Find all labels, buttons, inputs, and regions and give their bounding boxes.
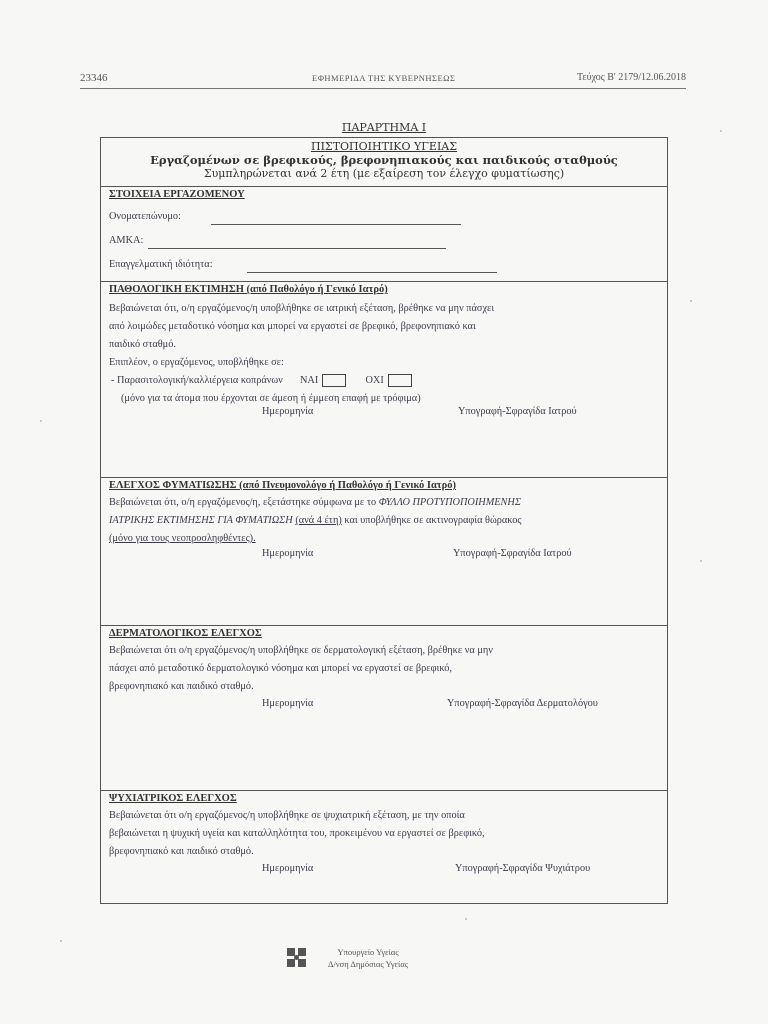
tuberculosis-text [109, 494, 659, 548]
tuberculosis-section [101, 477, 667, 626]
pathology-line: από λοιμώδες μεταδοτικό νόσημα και μπορεί να εργαστεί σε βρεφικό, βρεφονηπιακό και [109, 321, 476, 332]
dermatology-section [101, 625, 667, 791]
tuberculosis-section-title: ΕΛΕΓΧΟΣ ΦΥΜΑΤΙΩΣΗΣ (από Πνευμονολόγο ή Παθολόγο ή Γενικό Ιατρό) [109, 480, 457, 491]
certificate-subtitle: Εργαζομένων σε βρεφικούς, βρεφονηπιακούς και παιδικούς σταθμούς [150, 153, 618, 167]
profession-field[interactable] [247, 271, 497, 273]
footer-directorate: Δ/νση Δημόσιας Υγείας [328, 959, 409, 969]
annex-title: ΠΑΡΑΡΤΗΜΑ Ι [341, 121, 427, 134]
pathology-line: Επιπλέον, ο εργαζόμενος, υποβλήθηκε σε: [109, 357, 284, 368]
health-certificate-form [100, 137, 668, 904]
scan-speck [60, 940, 62, 942]
employee-section [101, 186, 667, 282]
certificate-note: Συμπληρώνεται ανά 2 έτη (με εξαίρεση τον έλεγχο φυματίωσης) [203, 167, 565, 180]
dermatology-line: βρεφονηπιακό και παιδικό σταθμό. [109, 681, 254, 692]
gazette-name: ΕΦΗΜΕΡΙΔΑ ΤΗΣ ΚΥΒΕΡΝΗΣΕΩΣ [312, 73, 456, 83]
pathology-date-label: Ημερομηνία [262, 406, 314, 417]
psychiatry-section [101, 790, 667, 904]
tuberculosis-text-part: Βεβαιώνεται ότι, ο/η εργαζόμενος/η, εξετάστηκε σύμφωνα με το [109, 497, 379, 508]
dermatology-text [109, 642, 659, 696]
psychiatry-line: Βεβαιώνεται ότι ο/η εργαζόμενος/η υποβλήθηκε σε ψυχιατρική εξέταση, με την οποία [109, 810, 465, 821]
exam-note: (μόνο για τα άτομα που έρχονται σε άμεση ή έμμεση επαφή με τρόφιμα) [121, 393, 421, 404]
no-label: ΟΧΙ [365, 375, 384, 386]
ministry-logo-icon [286, 947, 308, 969]
certificate-heading [101, 138, 667, 180]
yes-label: ΝΑΙ [300, 375, 319, 386]
psychiatry-line: βρεφονηπιακό και παιδικό σταθμό. [109, 846, 254, 857]
footer-text [328, 946, 408, 970]
psychiatry-date-label: Ημερομηνία [262, 863, 314, 874]
scan-speck [690, 300, 692, 302]
exam-item-label: Παρασιτολογική/καλλιέργεια κοπράνων [117, 375, 283, 386]
amka-label: ΑΜΚΑ: [109, 235, 144, 246]
bullet: - [111, 375, 118, 386]
name-label: Ονοματεπώνυμο: [109, 211, 181, 222]
profession-label: Επαγγελματική ιδιότητα: [109, 259, 213, 270]
tuberculosis-line [109, 494, 659, 512]
pathology-section-title: ΠΑΘΟΛΟΓΙΚΗ ΕΚΤΙΜΗΣΗ (από Παθολόγο ή Γενικό Ιατρό) [109, 284, 388, 295]
dermatology-line: πάσχει από μεταδοτικό δερματολογικό νόσημα και μπορεί να εργαστεί σε βρεφικό, [109, 663, 453, 674]
psychiatry-line: βεβαιώνεται η ψυχική υγεία και καταλληλότητα του, προκειμένου να εργαστεί σε βρεφικό, [109, 828, 485, 839]
scan-speck [465, 918, 467, 920]
pathology-section [101, 281, 667, 478]
tuberculosis-sign-label: Υπογραφή-Σφραγίδα Ιατρού [453, 548, 572, 559]
psychiatry-section-title: ΨΥΧΙΑΤΡΙΚΟΣ ΕΛΕΓΧΟΣ [109, 793, 237, 804]
exam-row [109, 372, 659, 390]
tuberculosis-form-ref: ΦΥΛΛΟ ΠΡΟΤΥΠΟΠΟΙΗΜΕΝΗΣ [378, 497, 521, 508]
dermatology-date-label: Ημερομηνία [262, 698, 314, 709]
tuberculosis-interval: (ανά 4 έτη) [295, 515, 342, 526]
certificate-title: ΠΙΣΤΟΠΟΙΗΤΙΚΟ ΥΓΕΙΑΣ [310, 140, 458, 153]
gazette-issue: Τεύχος Β' 2179/12.06.2018 [577, 72, 686, 83]
pathology-text [109, 300, 659, 408]
psychiatry-text [109, 807, 659, 861]
footer-ministry: Υπουργείο Υγείας [337, 947, 399, 957]
tuberculosis-text-part: και υποβλήθηκε σε ακτινογραφία θώρακος [341, 515, 522, 526]
dermatology-section-title: ΔΕΡΜΑΤΟΛΟΓΙΚΟΣ ΕΛΕΓΧΟΣ [109, 628, 262, 639]
tuberculosis-form-ref: ΙΑΤΡΙΚΗΣ ΕΚΤΙΜΗΣΗΣ ΓΙΑ ΦΥΜΑΤΙΩΣΗ [109, 515, 293, 526]
running-header [80, 70, 686, 89]
pathology-sign-label: Υπογραφή-Σφραγίδα Ιατρού [458, 406, 577, 417]
amka-field[interactable] [148, 247, 446, 249]
dermatology-line: Βεβαιώνεται ότι ο/η εργαζόμενος/η υποβλήθηκε σε δερματολογική εξέταση, βρέθηκε να μην [109, 645, 493, 656]
pathology-line: Βεβαιώνεται ότι, ο/η εργαζόμενος/η υποβλήθηκε σε ιατρική εξέταση, βρέθηκε να μην πάσχει [109, 303, 495, 314]
tuberculosis-line [109, 512, 659, 530]
tuberculosis-line: (μόνο για τους νεοπροσληφθέντες). [109, 533, 256, 544]
dermatology-sign-label: Υπογραφή-Σφραγίδα Δερματολόγου [447, 698, 598, 709]
scan-speck [700, 560, 702, 562]
psychiatry-sign-label: Υπογραφή-Σφραγίδα Ψυχιάτρου [455, 863, 591, 874]
page-number: 23346 [80, 72, 108, 84]
yes-checkbox[interactable] [322, 374, 346, 387]
name-field[interactable] [211, 223, 461, 225]
no-checkbox[interactable] [388, 374, 412, 387]
tuberculosis-date-label: Ημερομηνία [262, 548, 314, 559]
scan-speck [40, 420, 42, 422]
employee-section-title: ΣΤΟΙΧΕΙΑ ΕΡΓΑΖΟΜΕΝΟΥ [109, 189, 245, 200]
pathology-line: παιδικό σταθμό. [109, 339, 176, 350]
